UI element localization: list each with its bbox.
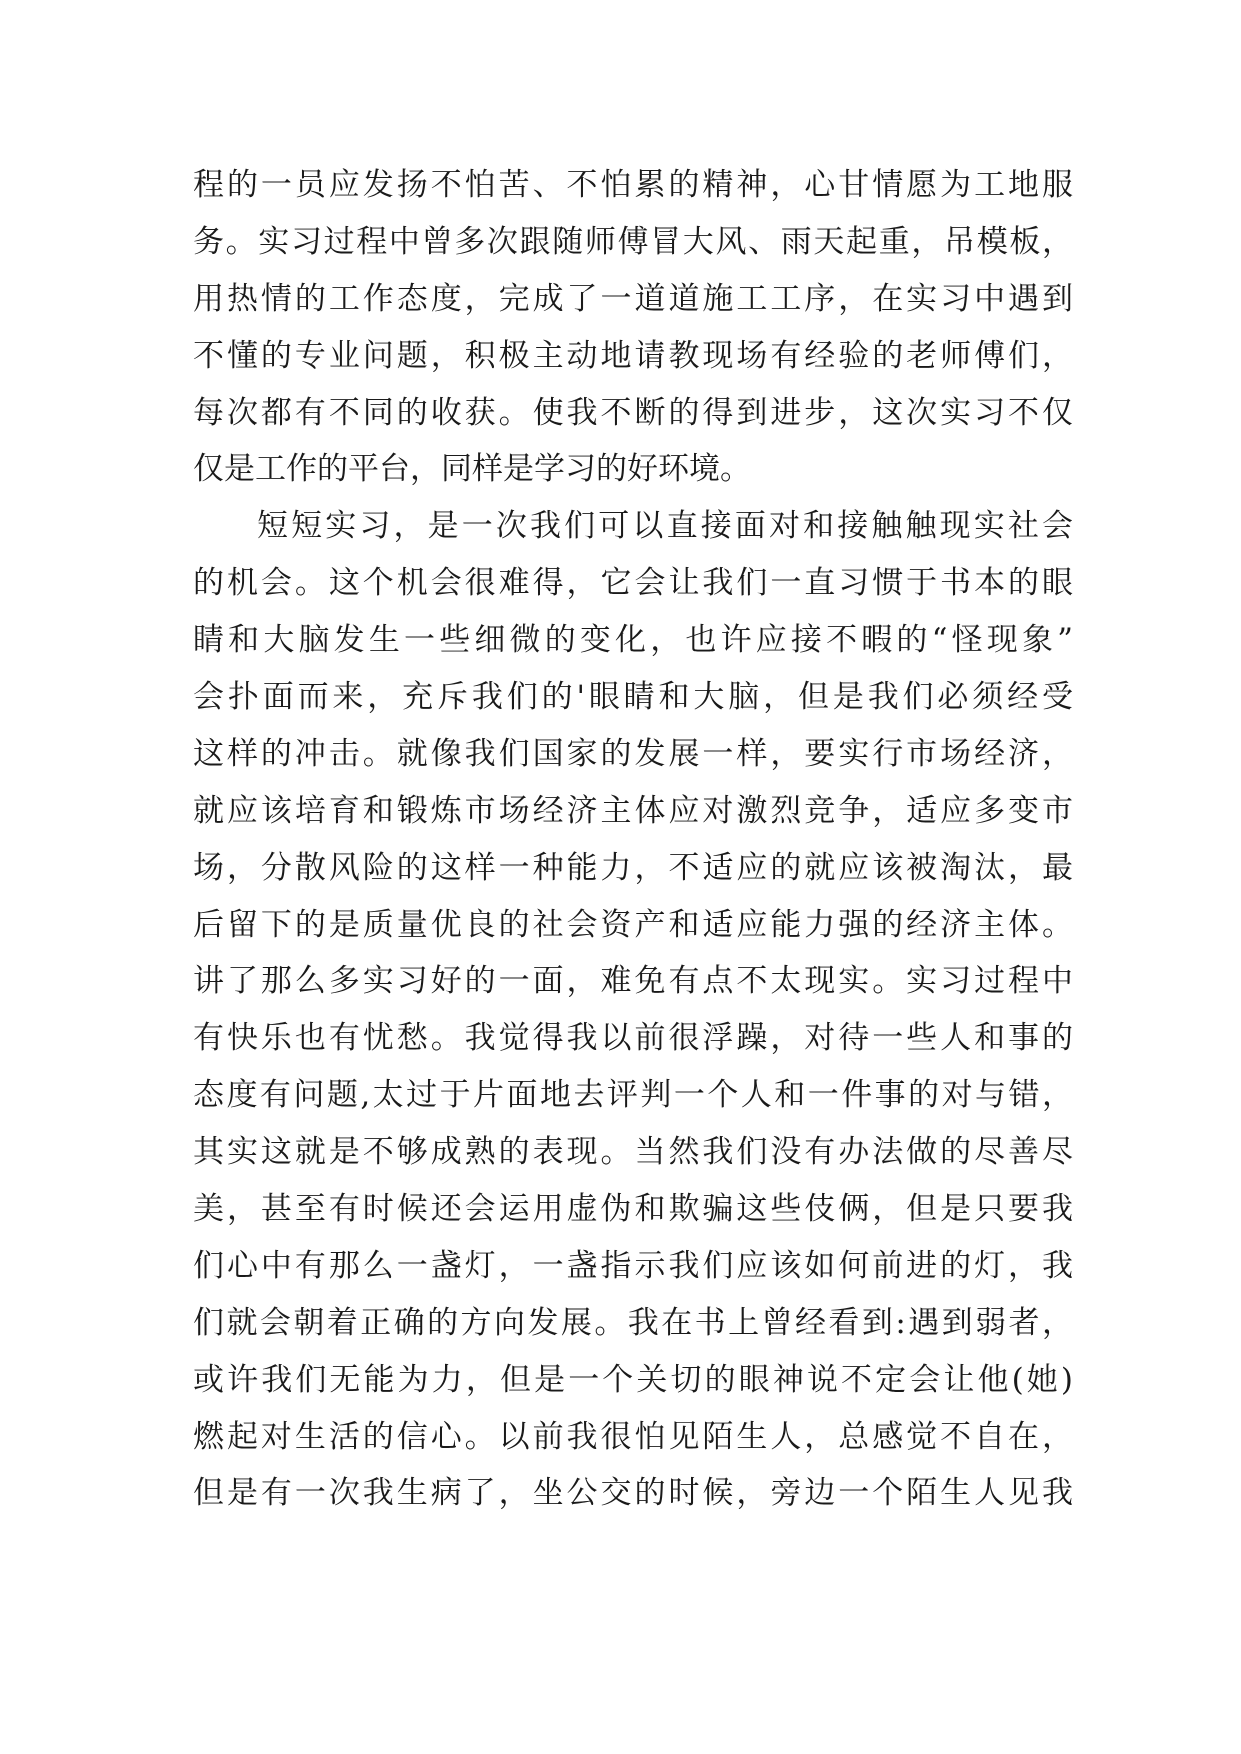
text-line: 会扑面而来，充斥我们的'眼睛和大脑，但是我们必须经受 — [193, 679, 1073, 716]
text-line: 们就会朝着正确的方向发展。我在书上曾经看到:遇到弱者， — [193, 1304, 1073, 1341]
body-text — [193, 157, 1073, 1522]
text-line: 场，分散风险的这样一种能力，不适应的就应该被淘汰，最 — [193, 849, 1073, 886]
text-line: 后留下的是质量优良的社会资产和适应能力强的经济主体。 — [193, 906, 1073, 943]
text-line: 燃起对生活的信心。以前我很怕见陌生人，总感觉不自在， — [193, 1418, 1073, 1455]
text-line: 但是有一次我生病了，坐公交的时候，旁边一个陌生人见我 — [193, 1475, 1073, 1512]
text-line: 睛和大脑发生一些细微的变化，也许应接不暇的“怪现象” — [193, 622, 1073, 659]
paragraph-2 — [193, 498, 1073, 1522]
paragraph-1 — [193, 157, 1073, 498]
text-line: 的机会。这个机会很难得，它会让我们一直习惯于书本的眼 — [193, 565, 1073, 602]
text-line: 就应该培育和锻炼市场经济主体应对激烈竞争，适应多变市 — [193, 792, 1073, 829]
text-line: 用热情的工作态度，完成了一道道施工工序，在实习中遇到 — [193, 280, 1073, 317]
text-line: 讲了那么多实习好的一面，难免有点不太现实。实习过程中 — [193, 963, 1073, 1000]
text-line: 程的一员应发扬不怕苦、不怕累的精神，心甘情愿为工地服 — [193, 167, 1073, 203]
text-line: 这样的冲击。就像我们国家的发展一样，要实行市场经济， — [193, 735, 1073, 772]
text-line: 态度有问题,太过于片面地去评判一个人和一件事的对与错， — [193, 1077, 1073, 1114]
text-line: 务。实习过程中曾多次跟随师傅冒大风、雨天起重，吊模板， — [193, 223, 1073, 260]
text-line: 其实这就是不够成熟的表现。当然我们没有办法做的尽善尽 — [193, 1134, 1073, 1171]
text-line: 有快乐也有忧愁。我觉得我以前很浮躁，对待一些人和事的 — [193, 1020, 1073, 1057]
text-line: 或许我们无能为力，但是一个关切的眼神说不定会让他(她) — [193, 1361, 1073, 1398]
text-line: 仅是工作的平台，同样是学习的好环境。 — [193, 451, 751, 488]
text-line: 短短实习，是一次我们可以直接面对和接触触现实社会 — [257, 508, 1073, 545]
text-line: 美，甚至有时候还会运用虚伪和欺骗这些伎俩，但是只要我 — [193, 1191, 1073, 1228]
text-line: 不懂的专业问题，积极主动地请教现场有经验的老师傅们， — [193, 337, 1073, 374]
text-line: 每次都有不同的收获。使我不断的得到进步，这次实习不仅 — [193, 394, 1073, 431]
text-line: 们心中有那么一盏灯，一盏指示我们应该如何前进的灯，我 — [193, 1247, 1073, 1284]
